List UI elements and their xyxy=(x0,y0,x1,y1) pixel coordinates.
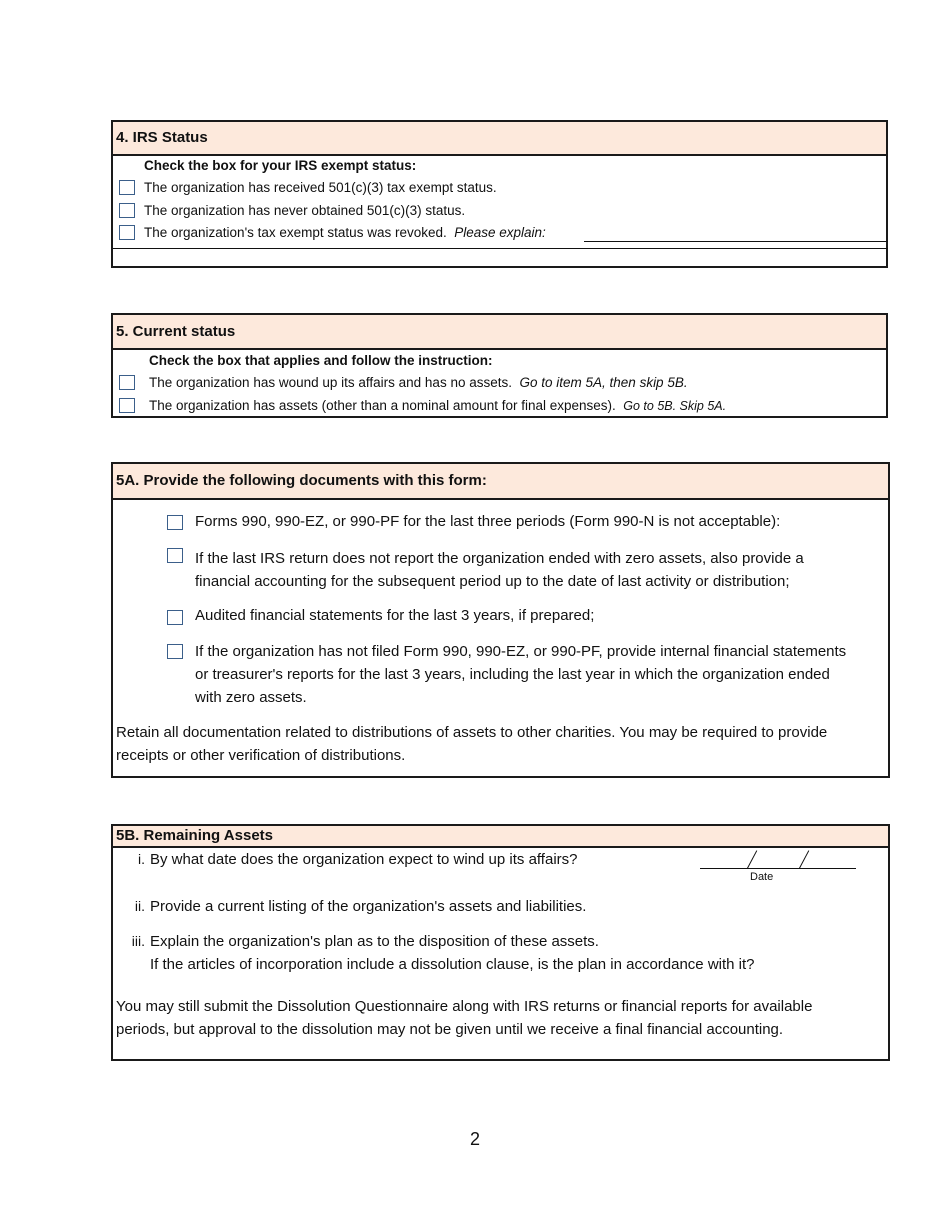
note-line: Retain all documentation related to distributions of assets to other charities. You may be required to provide xyxy=(116,724,828,741)
current-status-checkbox-no-assets[interactable] xyxy=(119,375,135,390)
irs-status-checkbox-never[interactable] xyxy=(119,203,135,218)
doc-checkbox-forms-990[interactable] xyxy=(167,515,183,530)
explain-label: Please explain: xyxy=(454,225,546,240)
current-status-checkbox-has-assets[interactable] xyxy=(119,398,135,413)
doc-item-financial-accounting xyxy=(195,547,804,593)
irs-status-option-revoked xyxy=(144,225,546,240)
no-assets-note: Go to item 5A, then skip 5B. xyxy=(519,375,688,390)
section-current-status xyxy=(111,313,888,418)
assets-listing-item: Provide a current listing of the organization's assets and liabilities. xyxy=(150,898,587,915)
note-line: You may still submit the Dissolution Questionnaire along with IRS returns or financial reports for available xyxy=(116,998,813,1015)
doc-item-forms-990: Forms 990, 990-EZ, or 990-PF for the last three periods (Form 990-N is not acceptable): xyxy=(195,513,781,530)
section-5b-remaining-assets xyxy=(111,824,890,1061)
note-line: periods, but approval to the dissolution may not be given until we receive a final financial accounting. xyxy=(116,1021,784,1038)
section-4-instruction: Check the box for your IRS exempt status: xyxy=(144,158,417,173)
no-assets-text: The organization has wound up its affairs and has no assets. xyxy=(149,375,512,390)
item-num-i: i. xyxy=(138,851,145,867)
date-label: Date xyxy=(750,871,774,883)
section-5-instruction: Check the box that applies and follow the instruction: xyxy=(149,353,493,368)
item-num-ii: ii. xyxy=(134,898,145,914)
doc-checkbox-audited[interactable] xyxy=(167,610,183,625)
doc-item-line: or treasurer's reports for the last 3 years, including the last year in which the organization ended xyxy=(195,666,830,683)
section-irs-status xyxy=(111,120,888,268)
section-5b-title: 5B. Remaining Assets xyxy=(113,826,888,848)
section-5-title: 5. Current status xyxy=(113,315,886,350)
section-4-divider xyxy=(113,248,888,249)
irs-status-option-never: The organization has never obtained 501(c)(3) status. xyxy=(144,203,466,218)
item-num-iii: iii. xyxy=(131,933,145,949)
explain-input-line[interactable] xyxy=(584,241,888,242)
has-assets-text: The organization has assets (other than a nominal amount for final expenses). xyxy=(149,398,616,413)
section-4-title: 4. IRS Status xyxy=(113,122,886,156)
doc-item-line: with zero assets. xyxy=(195,689,307,706)
doc-checkbox-financial-accounting[interactable] xyxy=(167,548,183,563)
date-separator-2 xyxy=(799,850,809,868)
doc-item-audited: Audited financial statements for the last 3 years, if prepared; xyxy=(195,607,595,624)
disposition-plan-item xyxy=(150,930,755,976)
irs-status-checkbox-revoked[interactable] xyxy=(119,225,135,240)
current-status-option-no-assets xyxy=(149,375,688,390)
section-5a-documents xyxy=(111,462,890,778)
doc-item-line: financial accounting for the subsequent period up to the date of last activity or distribution; xyxy=(195,573,790,590)
irs-status-checkbox-received[interactable] xyxy=(119,180,135,195)
section-5a-note xyxy=(116,721,827,767)
section-5b-note xyxy=(116,995,812,1041)
irs-status-option-received: The organization has received 501(c)(3) tax exempt status. xyxy=(144,180,497,195)
has-assets-note: Go to 5B. Skip 5A. xyxy=(623,399,727,413)
note-line: receipts or other verification of distributions. xyxy=(116,747,406,764)
page-number: 2 xyxy=(469,1129,480,1149)
item-line: Explain the organization's plan as to the disposition of these assets. xyxy=(150,933,599,950)
doc-item-internal-statements xyxy=(195,640,846,709)
item-line: If the articles of incorporation include a dissolution clause, is the plan in accordance with it? xyxy=(150,956,755,973)
revoked-text: The organization's tax exempt status was revoked. xyxy=(144,225,447,240)
doc-item-line: If the last IRS return does not report the organization ended with zero assets, also provide a xyxy=(195,550,804,567)
date-separator-1 xyxy=(747,850,757,868)
section-5a-title: 5A. Provide the following documents with this form: xyxy=(113,464,888,500)
doc-item-line: If the organization has not filed Form 990, 990-EZ, or 990-PF, provide internal financial statements xyxy=(195,643,847,660)
doc-checkbox-internal-statements[interactable] xyxy=(167,644,183,659)
wind-up-date-input-line[interactable] xyxy=(700,868,856,869)
current-status-option-has-assets xyxy=(149,398,726,413)
wind-up-date-question: By what date does the organization expect to wind up its affairs? xyxy=(150,851,578,868)
